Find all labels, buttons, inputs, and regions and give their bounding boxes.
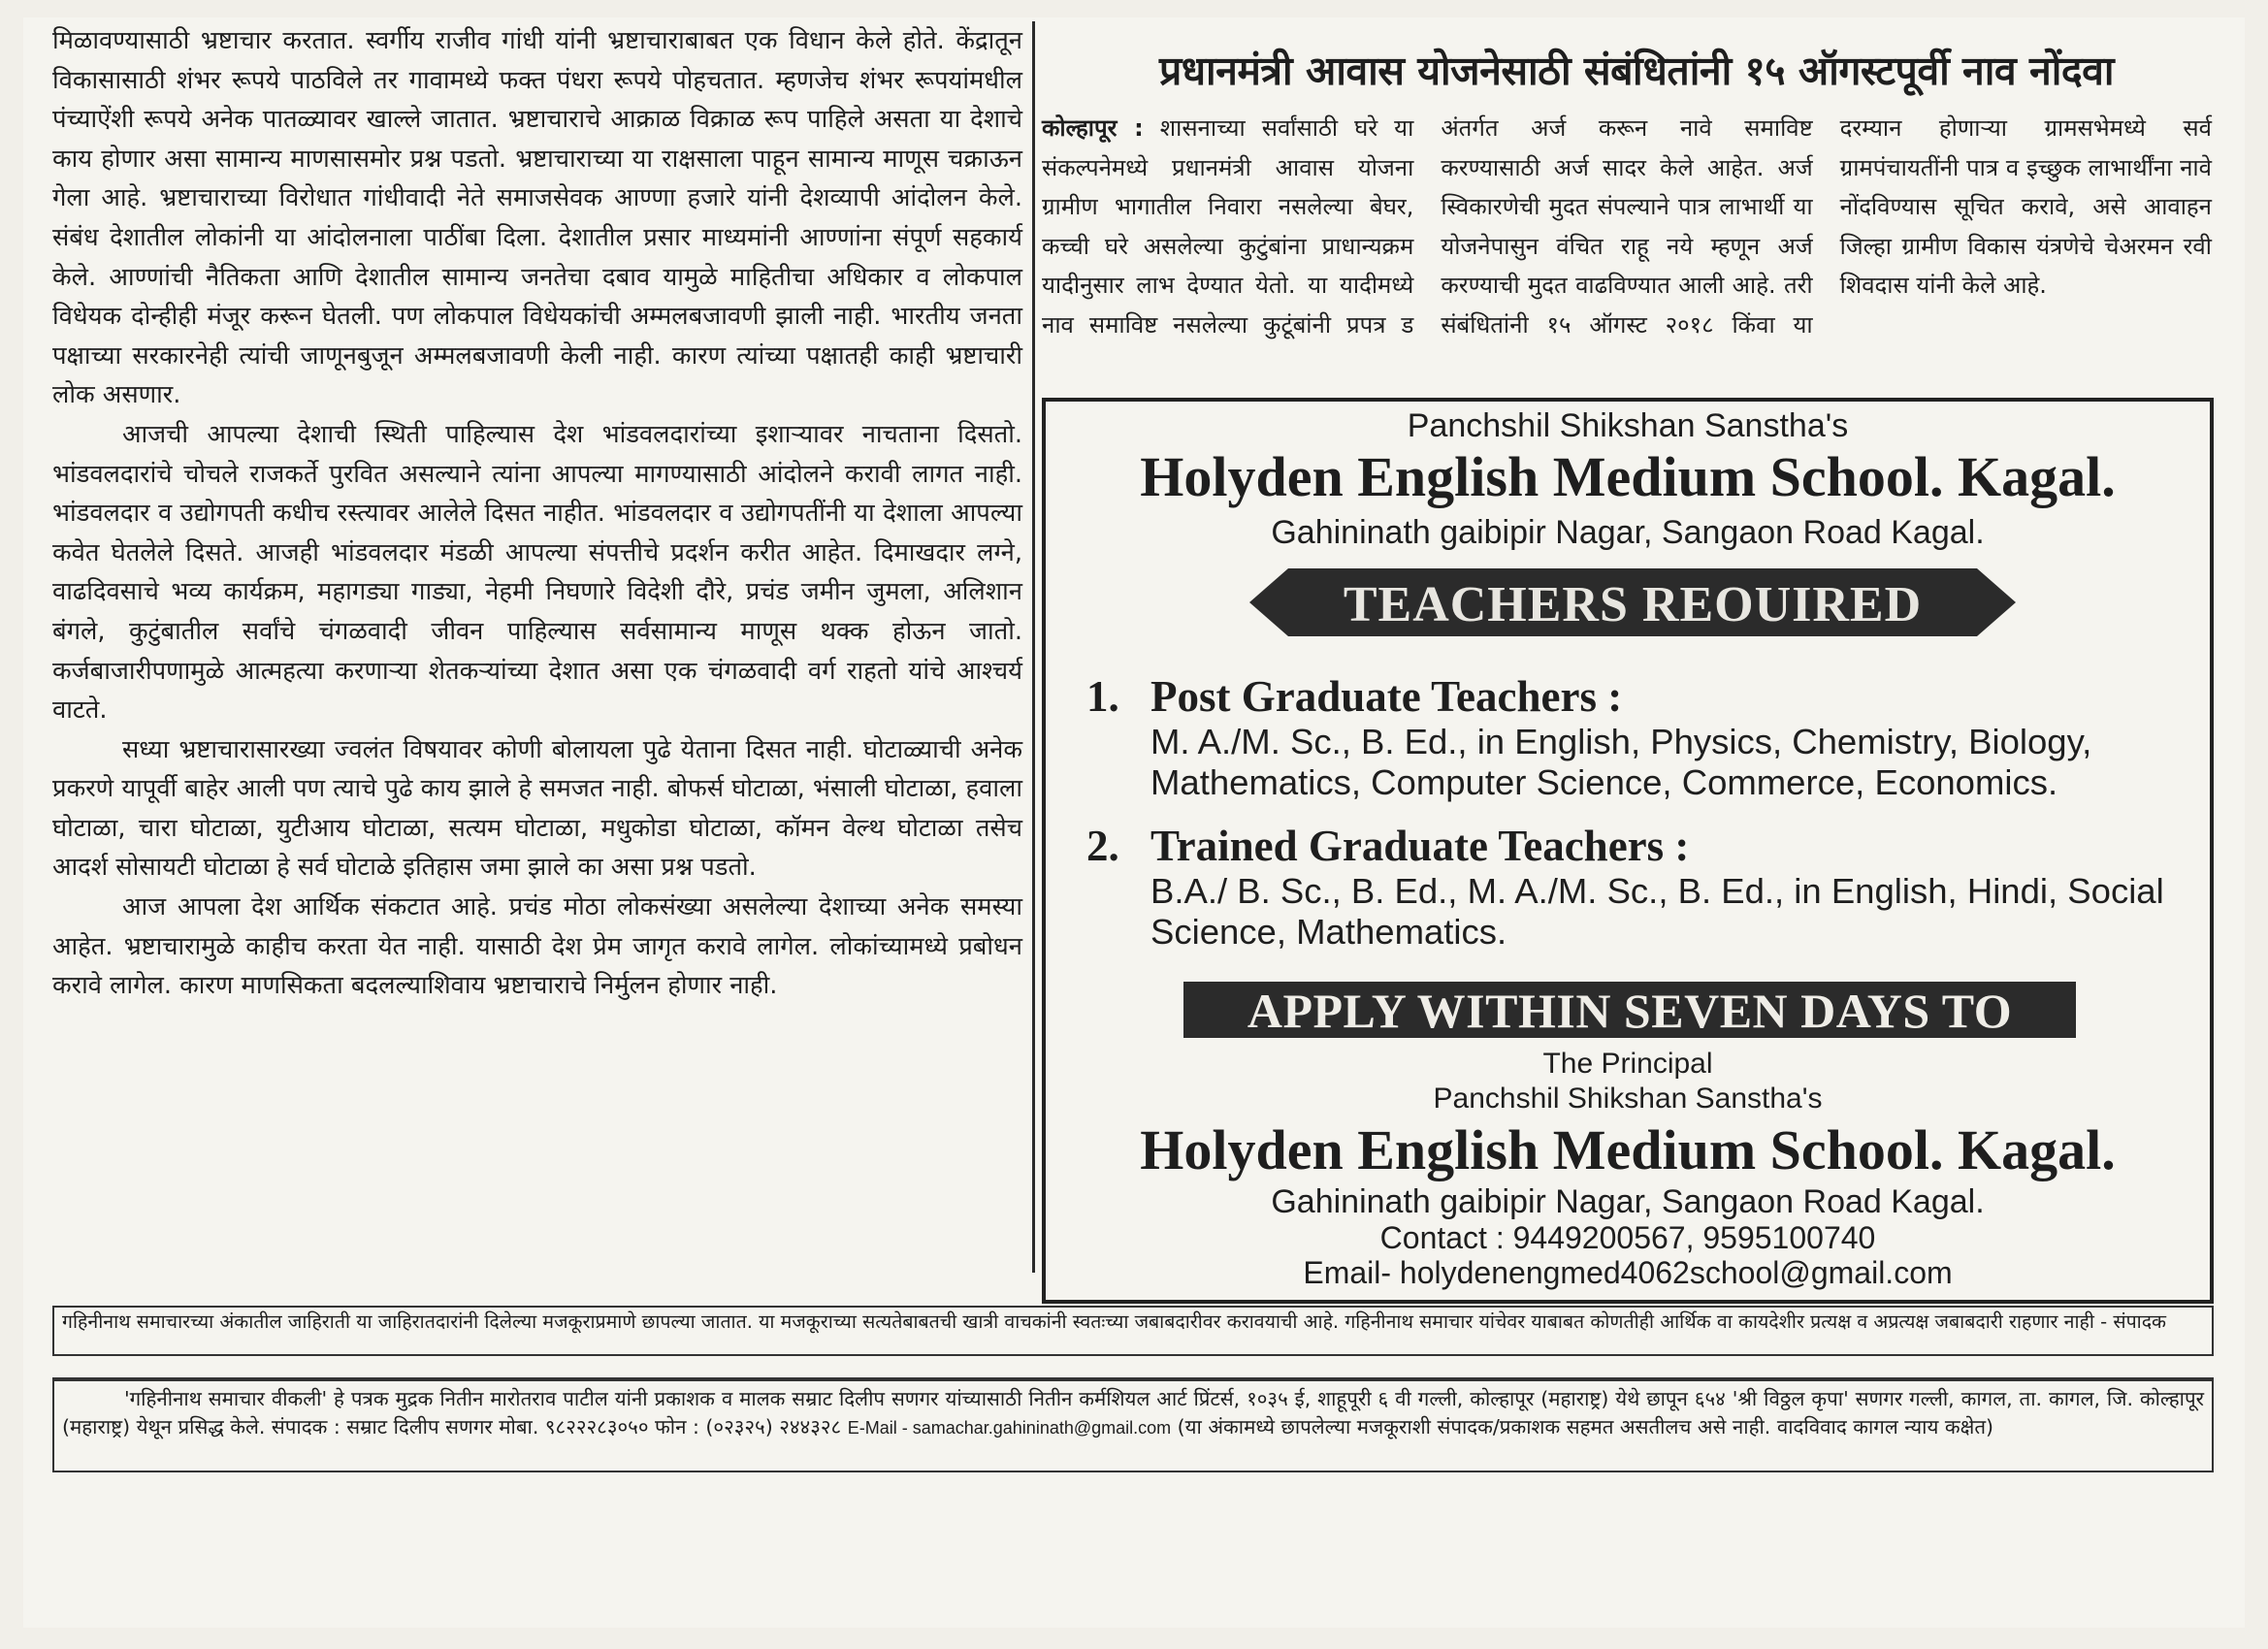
ad-school-name-2: Holyden English Medium School. Kagal.: [1140, 1118, 2116, 1181]
vacancy-item-2: [1086, 821, 2179, 953]
ad-recipient: The Principal: [1542, 1048, 1713, 1080]
vacancy-title: Trained Graduate Teachers :: [1150, 822, 1690, 870]
vacancy-title: Post Graduate Teachers :: [1150, 672, 1623, 721]
news-dateline: कोल्हापूर :: [1042, 114, 1144, 142]
vacancy-qualifications: B.A./ B. Sc., B. Ed., M. A./M. Sc., B. Ed., in English, Hindi, Social Science, Mathematics.: [1150, 871, 2164, 952]
vacancy-item-1: [1086, 671, 2179, 803]
imprint-note: (या अंकामध्ये छापलेल्या मजकूराशी संपादक/प्रकाशक सहमत असतीलच असे नाही. वादविवाद कागल न्याय कक्षेत): [1177, 1415, 1994, 1439]
ad-trust-name: Panchshil Shikshan Sanstha's: [1407, 407, 1849, 444]
imprint-email: E-Mail - samachar.gahininath@gmail.com: [847, 1418, 1172, 1438]
news-headline: प्रधानमंत्री आवास योजनेसाठी संबंधितांनी १५ ऑगस्टपूर्वी नाव नोंदवा: [1158, 48, 2115, 94]
school-advertisement: [1042, 398, 2214, 1304]
editorial-column: [52, 21, 1035, 1273]
ad-trust-name-2: Panchshil Shikshan Sanstha's: [1433, 1083, 1823, 1115]
imprint-text: 'गहिनीनाथ समाचार वीकली' हे पत्रक मुद्रक नितीन मारोतराव पाटील यांनी प्रकाशक व मालक सम्राट दिलीप सणगर यांच्यासाठी नितीन कर्मशियल आर्ट प्रिंटर्स, १०३५ ई, शाहूपूरी ६ वी गल्ली, कोल्हापूर (महाराष्ट्र) येथे छापून ६५४ 'श्री विठ्ठल कृपा' सणगर गल्ली, कागल, ता. कागल, जि. कोल्हापूर (महाराष्ट्र) येथून प्रसिद्ध केले. संपादक : सम्राट दिलीप सणगर मोबा. ९८२२२८३०५० फोन : (०२३२५) २४४३२८: [62, 1387, 2204, 1439]
advertisement-disclaimer: गहिनीनाथ समाचारच्या अंकातील जाहिराती या जाहिरातदारांनी दिलेल्या मजकूराप्रमाणे छापल्या जातात. या मजकूराच्या सत्यतेबाबतची खात्री वाचकांनी स्वतःच्या जबाबदारीवर करावयाची आहे. गहिनीनाथ समाचार यांचेवर याबाबत कोणतीही आर्थिक वा कायदेशीर प्रत्यक्ष व अप्रत्यक्ष जबाबदारी राहणार नाही - संपादक: [52, 1306, 2214, 1356]
vacancy-number: 1.: [1086, 672, 1119, 721]
article-paragraph-4: आज आपला देश आर्थिक संकटात आहे. प्रचंड मोठा लोकसंख्या असलेल्या देशाच्या अनेक समस्या आहेत. भ्रष्टाचारामुळे काहीच करता येत नाही. यासाठी देश प्रेम जागृत करावे लागेल. लोकांच्यामध्ये प्रबोधन करावे लागेल. कारण माणसिकता बदलल्याशिवाय भ्रष्टाचाराचे निर्मुलन होणार नाही.: [52, 892, 1022, 1001]
ad-school-address-2: Gahininath gaibipir Nagar, Sangaon Road Kagal.: [1271, 1183, 1985, 1220]
vacancy-qualifications: M. A./M. Sc., B. Ed., in English, Physics, Chemistry, Biology, Mathematics, Computer Science, Commerce, Economics.: [1150, 722, 2092, 802]
newspaper-page: [23, 17, 2245, 1628]
ad-email: Email- holydenengmed4062school@gmail.com: [1303, 1255, 1953, 1290]
ad-school-name: Holyden English Medium School. Kagal.: [1140, 445, 2116, 508]
news-story: [1042, 109, 2212, 390]
right-column: [1042, 17, 2231, 1288]
apply-banner: APPLY WITHIN SEVEN DAYS TO: [1183, 982, 2076, 1038]
ad-school-address: Gahininath gaibipir Nagar, Sangaon Road Kagal.: [1271, 514, 1985, 551]
publication-imprint: [52, 1377, 2214, 1472]
ad-contact: Contact : 9449200567, 9595100740: [1379, 1220, 1876, 1255]
article-paragraph-2: आजची आपल्या देशाची स्थिती पाहिल्यास देश भांडवलदारांच्या इशाऱ्यावर नाचताना दिसतो. भांडवलदारांचे चोचले राजकर्ते पुरवित असल्याने त्यांना आपल्या मागण्यासाठी आंदोलने करावी लागत नाही. भांडवलदार व उद्योगपती कधीच रस्त्यावर आलेले दिसत नाहीत. भांडवलदार व उद्योगपतींनी या देशाला आपल्या कवेत घेतलेले दिसते. आजही भांडवलदार मंडळी आपल्या संपत्तीचे प्रदर्शन करीत आहेत. दिमाखदार लग्ने, वाढदिवसाचे भव्य कार्यक्रम, महागड्या गाड्या, नेहमी निघणारे विदेशी दौरे, प्रचंड जमीन जुमला, अलिशान बंगले, कुटुंबातील सर्वांचे चंगळवादी जीवन पाहिल्यास सर्वसामान्य माणूस थक्क होऊन जातो. कर्जबाजारीपणामुळे आत्महत्या करणाऱ्या शेतकऱ्यांच्या देशात असा एक चंगळवादी वर्ग राहतो यांचे आश्चर्य वाटते.: [52, 419, 1023, 726]
news-body-text: शासनाच्या सर्वांसाठी घरे या संकल्पनेमध्ये प्रधानमंत्री आवास योजना ग्रामीण भागातील निवारा नसलेल्या बेघर, कच्ची घरे असलेल्या कुटुंबांना प्राधान्यक्रम यादीनुसार लाभ देण्यात येतो. या यादीमध्ये नाव समाविष्ट नसलेल्या कुटूंबांनी प्रपत्र ड अंतर्गत अर्ज करून नावे समाविष्ट करण्यासाठी अर्ज सादर केले आहेत. अर्ज स्विकारणेची मुदत संपल्याने पात्र लाभार्थी या योजनेपासुन वंचित राहू नये म्हणून अर्ज करण्याची मुदत वाढविण्यात आली आहे. तरी संबंधितांनी १५ ऑगस्ट २०१८ किंवा या दरम्यान होणाऱ्या ग्रामसभेमध्ये सर्व ग्रामपंचायतींनी पात्र व इच्छुक लाभार्थींना नावे नोंदविण्यास सूचित करावे, असे आवाहन जिल्हा ग्रामीण विकास यंत्रणेचे चेअरमन रवी शिवदास यांनी केले आहे.: [1042, 114, 2212, 339]
vacancy-number: 2.: [1086, 822, 1119, 870]
banner-text: TEACHERS REOUIRED: [1343, 577, 1923, 632]
article-paragraph-3: सध्या भ्रष्टाचारासारख्या ज्वलंत विषयावर कोणी बोलायला पुढे येताना दिसत नाही. घोटाळ्याची अनेक प्रकरणे यापूर्वी बाहेर आली पण त्याचे पुढे काय झाले हे समजत नाही. बोफर्स घोटाळा, भंसाली घोटाळा, हवाला घोटाळा, चारा घोटाळा, युटीआय घोटाळा, सत्यम घोटाळा, मधुकोडा घोटाळा, कॉमन वेल्थ घोटाळा तसेच आदर्श सोसायटी घोटाळा हे सर्व घोटाळे इतिहास जमा झाले का असा प्रश्न पडतो.: [52, 734, 1022, 883]
teachers-required-banner: [1249, 568, 2016, 636]
article-paragraph-1: मिळावण्यासाठी भ्रष्टाचार करतात. स्वर्गीय राजीव गांधी यांनी भ्रष्टाचाराबाबत एक विधान केले होते. केंद्रातून विकासासाठी शंभर रूपये पाठविले तर गावामध्ये फक्त पंधरा रूपये पोहचतात. म्हणजेच शंभर रूपयांमधील पंच्याऐंशी रूपये अनेक पातळ्यावर खाल्ले जातात. भ्रष्टाचाराचे आक्राळ विक्राळ रूप पाहिले असता या देशाचे काय होणार असा सामान्य माणसासमोर प्रश्न पडतो. भ्रष्टाचाराच्या या राक्षसाला पाहून सामान्य माणूस चक्राऊन गेला आहे. भ्रष्टाचाराच्या विरोधात गांधीवादी नेते समाजसेवक आण्णा हजारे यांनी देशव्यापी आंदोलन केले. संबंध देशातील लोकांनी या आंदोलनाला पाठींबा दिला. देशातील प्रसार माध्यमांनी आण्णांना संपूर्ण सहकार्य केले. आण्णांची नैतिकता आणि देशातील सामान्य जनतेचा दबाव यामुळे माहितीचा अधिकार व लोकपाल विधेयक दोन्हीही मंजूर करून घेतली. पण लोकपाल विधेयकांची अम्मलबजावणी झाली नाही. भारतीय जनता पक्षाच्या सरकारनेही त्यांची जाणूनबुजून अम्मलबजावणी केली नाही. कारण त्यांच्या पक्षातही काही भ्रष्टाचारी लोक असणार.: [52, 26, 1022, 410]
